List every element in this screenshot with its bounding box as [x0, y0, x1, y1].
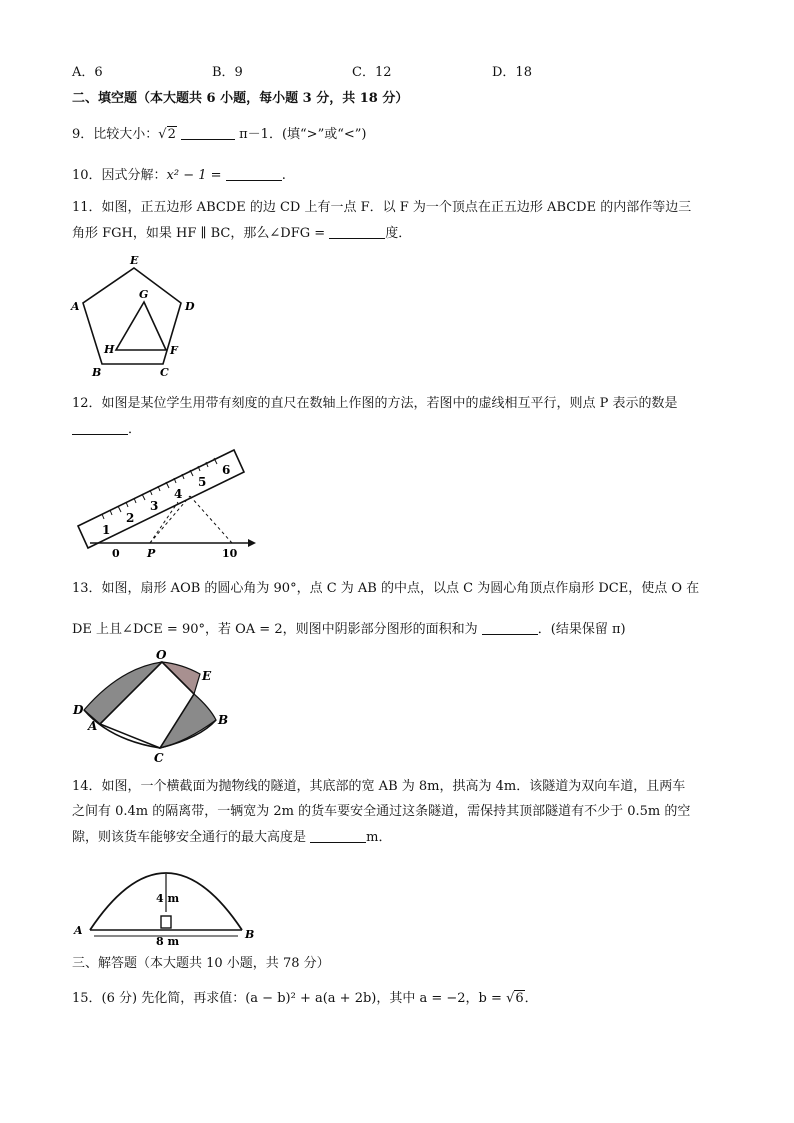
q10-prefix: 10．因式分解：	[72, 168, 167, 183]
answer-blank	[181, 125, 235, 140]
label-b: B	[245, 928, 255, 941]
question-10	[72, 166, 286, 185]
section-title-solve: 三、解答题（本大题共 10 小题，共 78 分）	[72, 956, 330, 971]
q14-line3-suffix: m．	[366, 830, 392, 845]
dashed-line-2	[190, 496, 232, 543]
option-a: A．6	[72, 65, 103, 80]
q12-line2-suffix: ．	[128, 422, 142, 437]
question-15	[72, 990, 538, 1008]
option-b: B．9	[212, 65, 243, 80]
sector-figure	[70, 650, 240, 768]
label-h: H	[104, 343, 115, 356]
label-b: B	[92, 366, 102, 379]
ruler-tick-4: 4	[174, 487, 183, 501]
question-14-line-2: 之间有 0.4m 的隔离带，一辆宽为 2m 的货车要安全通过这条隧道，需保持其顶部隧道有不少于 0.5m 的空	[72, 804, 691, 819]
q14-line3-prefix: 隙，则该货车能够安全通行的最大高度是	[72, 830, 307, 845]
equilateral-triangle	[116, 302, 166, 350]
ruler-tick-5: 5	[198, 475, 207, 489]
ruler-tick-3: 3	[150, 499, 159, 513]
q11-line2-suffix: 度．	[385, 226, 412, 241]
q9-prefix: 9．比较大小：	[72, 127, 159, 142]
answer-blank	[226, 166, 282, 181]
q9-suffix: ．(填“>”或“<”)	[268, 127, 367, 142]
q9-expr: π－1	[239, 127, 269, 142]
axis-label-0: 0	[112, 547, 120, 560]
answer-blank	[310, 828, 366, 843]
label-e: E	[202, 669, 212, 683]
q11-line2-prefix: 角形 FGH，如果 HF ∥ BC，那么∠DFG =	[72, 226, 326, 241]
question-14-line-1: 14．如图，一个横截面为抛物线的隧道，其底部的宽 AB 为 8m，拱高为 4m．该隧道为双向车道，且两车	[72, 779, 686, 794]
question-11-line-2	[72, 224, 411, 243]
q15-sqrt-arg: 6	[515, 991, 524, 1006]
q10-expr: x² − 1 =	[166, 168, 222, 183]
question-11-line-1: 11．如图，正五边形 ABCDE 的边 CD 上有一点 F．以 F 为一个顶点在正五边形 ABCDE 的内部作等边三	[72, 200, 692, 215]
ruler-tick-1: 1	[102, 523, 111, 537]
label-c: C	[154, 751, 164, 765]
label-d: D	[73, 703, 84, 717]
label-a: A	[71, 300, 80, 313]
question-12-line-2	[72, 420, 141, 439]
option-d: D．18	[492, 65, 532, 80]
q9-sqrt-arg: 2	[167, 127, 176, 142]
label-d: D	[185, 300, 195, 313]
sqrt-symbol: √	[506, 991, 515, 1006]
ruler-tick-2: 2	[126, 511, 135, 525]
section-title-fill-blank: 二、填空题（本大题共 6 小题，每小题 3 分，共 18 分）	[72, 91, 409, 106]
axis-label-p: P	[147, 547, 156, 560]
answer-blank	[482, 620, 538, 635]
question-14-line-3	[72, 828, 391, 847]
question-13-line-1: 13．如图，扇形 AOB 的圆心角为 90°，点 C 为 AB 的中点，以点 C 为圆心角顶点作扇形 DCE，使点 O 在	[72, 581, 700, 596]
tunnel-figure	[70, 852, 270, 946]
ruler-tick-6: 6	[222, 463, 231, 477]
answer-blank	[329, 224, 385, 239]
sqrt-symbol: √	[158, 127, 167, 142]
q15-text: 15．(6 分) 先化简，再求值：(a − b)² + a(a + 2b)，其中 a = −2，b =	[72, 991, 502, 1006]
label-g: G	[139, 288, 149, 301]
axis-label-10: 10	[222, 547, 238, 560]
q13-line2-prefix: DE 上且∠DCE = 90°，若 OA = 2，则图中阴影部分图形的面积和为	[72, 622, 478, 637]
question-9	[72, 125, 366, 144]
label-c: C	[160, 366, 169, 379]
number-line-arrow	[248, 539, 256, 547]
label-height: 4 m	[156, 892, 180, 905]
question-12-line-1: 12．如图是某位学生用带有刻度的直尺在数轴上作图的方法，若图中的虚线相互平行，则点 P 表示的数是	[72, 396, 678, 411]
label-width: 8 m	[156, 935, 180, 946]
answer-blank	[72, 420, 128, 435]
question-13-line-2	[72, 620, 626, 639]
ruler-figure	[70, 440, 260, 560]
label-e: E	[130, 254, 139, 267]
label-b: B	[218, 713, 229, 727]
q10-suffix: .	[281, 168, 286, 183]
label-a: A	[88, 719, 98, 733]
divider-box	[161, 916, 171, 928]
pentagon-figure	[66, 252, 206, 384]
q15-suffix: ．	[524, 991, 538, 1006]
label-a: A	[74, 924, 83, 937]
q13-line2-suffix: ．(结果保留 π)	[537, 622, 626, 637]
option-c: C．12	[352, 65, 392, 80]
label-o: O	[156, 650, 167, 662]
label-f: F	[170, 344, 178, 357]
